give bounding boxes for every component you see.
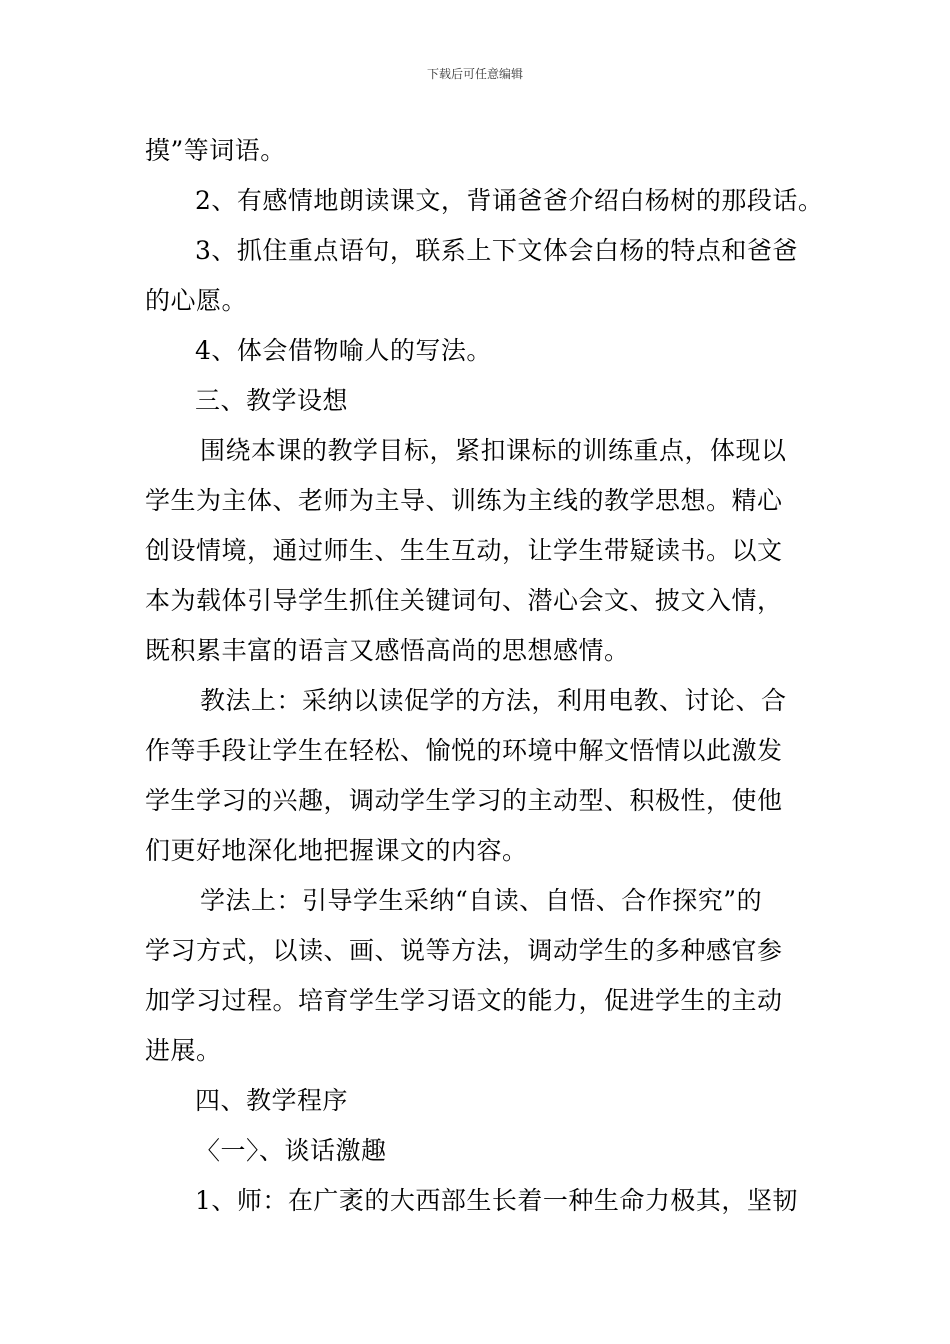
document-body	[145, 126, 824, 1226]
subsection-heading: 〈一〉、谈话激趣	[195, 1136, 387, 1165]
text-line: 学生为主体、老师为主导、训练为主线的教学思想。精心	[145, 486, 783, 515]
text-line: 进展。	[145, 1036, 222, 1065]
text-line: 们更好地深化地把握课文的内容。	[145, 836, 528, 865]
text-line: 4、体会借物喻人的写法。	[195, 336, 492, 365]
text-line: 作等手段让学生在轻松、愉悦的环境中解文悟情以此激发	[145, 736, 783, 765]
text-line: 教法上：采纳以读促学的方法，利用电教、讨论、合	[200, 686, 787, 715]
text-line: 3、抓住重点语句，联系上下文体会白杨的特点和爸爸	[195, 236, 798, 265]
text-line: 创设情境，通过师生、生生互动，让学生带疑读书。以文	[145, 536, 783, 565]
page-header: 下载后可任意编辑	[426, 67, 523, 81]
text-line: 本为载体引导学生抓住关键词句、潜心会文、披文入情，	[145, 586, 783, 615]
text-line: 1、师：在广袤的大西部生长着一种生命力极其，坚韧	[195, 1186, 798, 1215]
text-line: 摸”等词语。	[145, 136, 286, 165]
text-line: 加学习过程。培育学生学习语文的能力，促进学生的主动	[145, 986, 783, 1015]
text-line: 2、有感情地朗读课文，背诵爸爸介绍白杨树的那段话。	[195, 186, 824, 215]
text-line: 学习方式，以读、画、说等方法，调动学生的多种感官参	[145, 936, 783, 965]
section-heading: 四、教学程序	[195, 1086, 349, 1115]
text-line: 既积累丰富的语言又感悟高尚的思想感情。	[145, 636, 630, 665]
section-heading: 三、教学设想	[195, 386, 349, 415]
text-line: 学法上：引导学生采纳“自读、自悟、合作探究”的	[200, 886, 763, 915]
text-line: 学生学习的兴趣，调动学生学习的主动型、积极性，使他	[145, 786, 783, 815]
text-line: 围绕本课的教学目标，紧扣课标的训练重点，体现以	[200, 436, 787, 465]
text-line: 的心愿。	[145, 286, 248, 315]
